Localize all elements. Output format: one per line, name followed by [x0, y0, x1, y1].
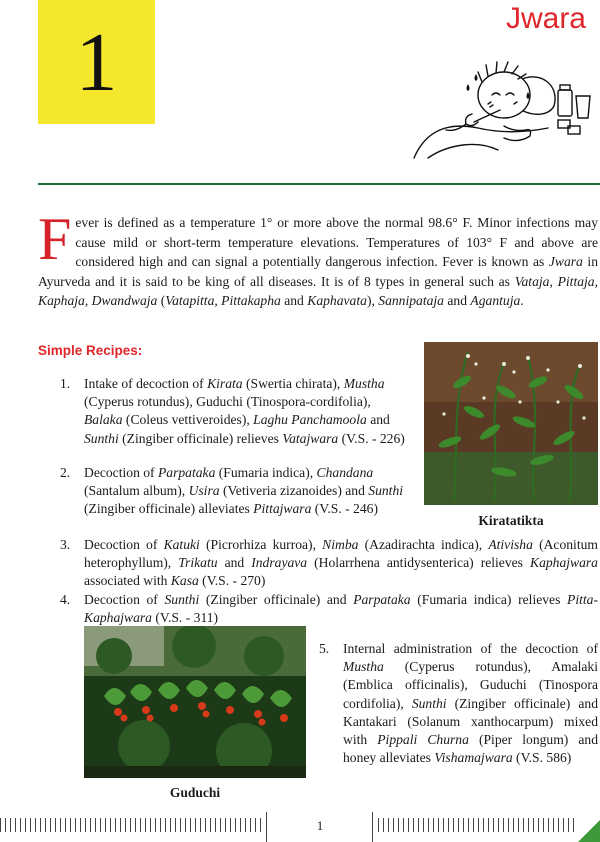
sick-person-illustration [408, 40, 598, 160]
text-run: (Fumaria indica) relieves [410, 592, 568, 607]
text-run: (V.S. - 226) [338, 430, 405, 446]
text-run: (Aconitum heterophyllum), [84, 537, 598, 571]
italic-term: Sunthi [411, 695, 447, 711]
text-run: ever is defined as a temperature 1° or more above the normal 98.6° F. Minor infections may cause mild or short-term temperature elevations. Temperatures of 103° F and above are considered high and can signal a potentially dangerous infection. Fever is known as [75, 215, 598, 269]
text-run: (Coleus vettiveroides), [122, 412, 254, 428]
page-number: 1 [316, 818, 324, 833]
italic-term: Pittaja [557, 273, 595, 289]
drop-cap: F [38, 206, 72, 272]
text-run: (V.S. - 246) [311, 501, 378, 517]
italic-term: Mustha [343, 376, 385, 391]
page-footer [0, 812, 600, 842]
recipe-number: 4. [60, 592, 71, 607]
italic-term: Kaphavata [307, 293, 367, 308]
recipe-number: 5. [319, 641, 330, 656]
guduchi-caption: Guduchi [169, 785, 221, 800]
recipe-text [84, 375, 406, 448]
italic-term: Pittakapha [221, 293, 281, 308]
italic-term: Sunthi [368, 483, 404, 499]
italic-term: Kaphaja [38, 293, 85, 308]
recipe-number: 3. [60, 537, 71, 552]
recipe-text [84, 591, 598, 627]
footer-divider-right [372, 812, 373, 842]
text-run: (Cyperus rotundus), Guduchi (Tinospora-cordifolia), [84, 394, 371, 410]
text-run: and [443, 293, 471, 308]
text-run: associated with [84, 573, 171, 589]
italic-term: Vatapitta [165, 293, 215, 308]
text-run: (V.S. - 311) [151, 610, 219, 626]
italic-term: Chandana [316, 465, 374, 480]
text-run: (Zingiber officinale) and Kantakari (Solanum xanthocarpum) mixed with [343, 695, 598, 748]
text-run: (Santalum album), [84, 483, 189, 499]
italic-term: Trikatu [178, 555, 218, 571]
text-run: and [217, 555, 252, 571]
recipe-item-3 [60, 536, 598, 591]
recipe-number: 2. [60, 465, 71, 480]
italic-term: Pippali Churna [377, 732, 469, 748]
italic-term: Kirata [207, 376, 243, 391]
italic-term: Kaphajwara [530, 555, 598, 571]
italic-term: Parpataka [157, 465, 216, 480]
italic-term: Sannipataja [378, 293, 444, 308]
recipe-text [84, 536, 598, 591]
text-run: (Vetiveria zizanoides) and [219, 483, 369, 499]
text-run: (Zingiber officinale) relieves [118, 430, 283, 446]
italic-term: Sunthi [84, 430, 119, 446]
header-divider [38, 183, 600, 185]
text-run: (Zingiber officinale) and [199, 592, 354, 607]
recipe-item-5 [319, 640, 599, 767]
italic-term: Parpataka [353, 592, 411, 607]
italic-term: Pittajwara [253, 501, 312, 517]
text-run: (V.S. 586) [512, 750, 572, 766]
section-heading: Simple Recipes: [38, 343, 143, 358]
chapter-number-box [38, 0, 155, 124]
text-run: , [549, 273, 558, 289]
recipe-item-1 [60, 375, 406, 448]
text-run: (V.S. - 270) [198, 573, 266, 589]
recipe-number: 1. [60, 376, 71, 391]
guduchi-photo [84, 626, 306, 778]
footer-ruler-right [378, 818, 578, 832]
italic-term: Indrayava [251, 555, 308, 571]
text-run: Intake of decoction of [84, 376, 208, 391]
text-run: (Piper longum) and honey alleviates [343, 732, 599, 766]
italic-term: Pitta-Kaphajwara [84, 592, 598, 626]
text-run: (Fumaria indica), [215, 465, 317, 480]
text-run: (Swertia chirata), [242, 376, 344, 391]
text-run: ( [157, 293, 166, 308]
recipe-text [343, 640, 598, 767]
text-run: and [280, 293, 308, 308]
text-run: , [214, 293, 222, 308]
recipe-item-4 [60, 591, 598, 627]
italic-term: Jwara [548, 254, 583, 269]
italic-term: Laghu Panchamoola [253, 412, 367, 428]
italic-term: Agantuja [470, 293, 521, 308]
italic-term: Vishamajwara [434, 750, 513, 766]
text-run: ), [366, 293, 379, 308]
text-run: (Picrorhiza kurroa), [199, 537, 323, 552]
italic-term: Balaka [84, 412, 123, 428]
kiratatikta-caption: Kiratatikta [478, 513, 544, 528]
kiratatikta-photo [424, 342, 598, 505]
text-run: Decoction of [84, 537, 164, 552]
italic-term: Vatajwara [282, 430, 339, 446]
text-run: , [594, 273, 599, 289]
italic-term: Nimba [322, 537, 359, 552]
recipe-item-2 [60, 464, 420, 519]
text-run: Decoction of [84, 465, 158, 480]
text-run: . [520, 293, 524, 308]
text-run: Internal administration of the decoction of [343, 641, 598, 656]
text-run: Decoction of [84, 592, 165, 607]
italic-term: Usira [188, 483, 220, 499]
chapter-number: 1 [75, 16, 118, 109]
text-run: (Azadirachta indica), [358, 537, 489, 552]
text-run: in Ayurveda and it is said to be king of all diseases. It is of 8 types in general such as [38, 254, 598, 289]
italic-term: Ativisha [488, 537, 533, 552]
intro-paragraph [38, 206, 599, 311]
text-run: and [366, 412, 390, 428]
text-run: (Cyperus rotundus), Amalaki (Emblica officinalis), Guduchi (Tinospora cordifolia), [343, 659, 598, 711]
italic-term: Sunthi [164, 592, 200, 607]
italic-term: Dwandwaja [91, 293, 158, 308]
italic-term: Vataja [514, 273, 550, 289]
italic-term: Katuki [163, 537, 200, 552]
text-run: (Zingiber officinale) alleviates [84, 501, 254, 517]
intro-text [38, 206, 599, 308]
text-run: (Holarrhena antidysenterica) relieves [307, 555, 530, 571]
chapter-title: Jwara [505, 2, 586, 35]
footer-ruler-left [0, 818, 262, 832]
italic-term: Mustha [343, 659, 384, 675]
recipe-text [84, 464, 420, 519]
italic-term: Kasa [170, 573, 199, 589]
text-run: , [84, 293, 92, 308]
footer-divider-left [266, 812, 267, 842]
